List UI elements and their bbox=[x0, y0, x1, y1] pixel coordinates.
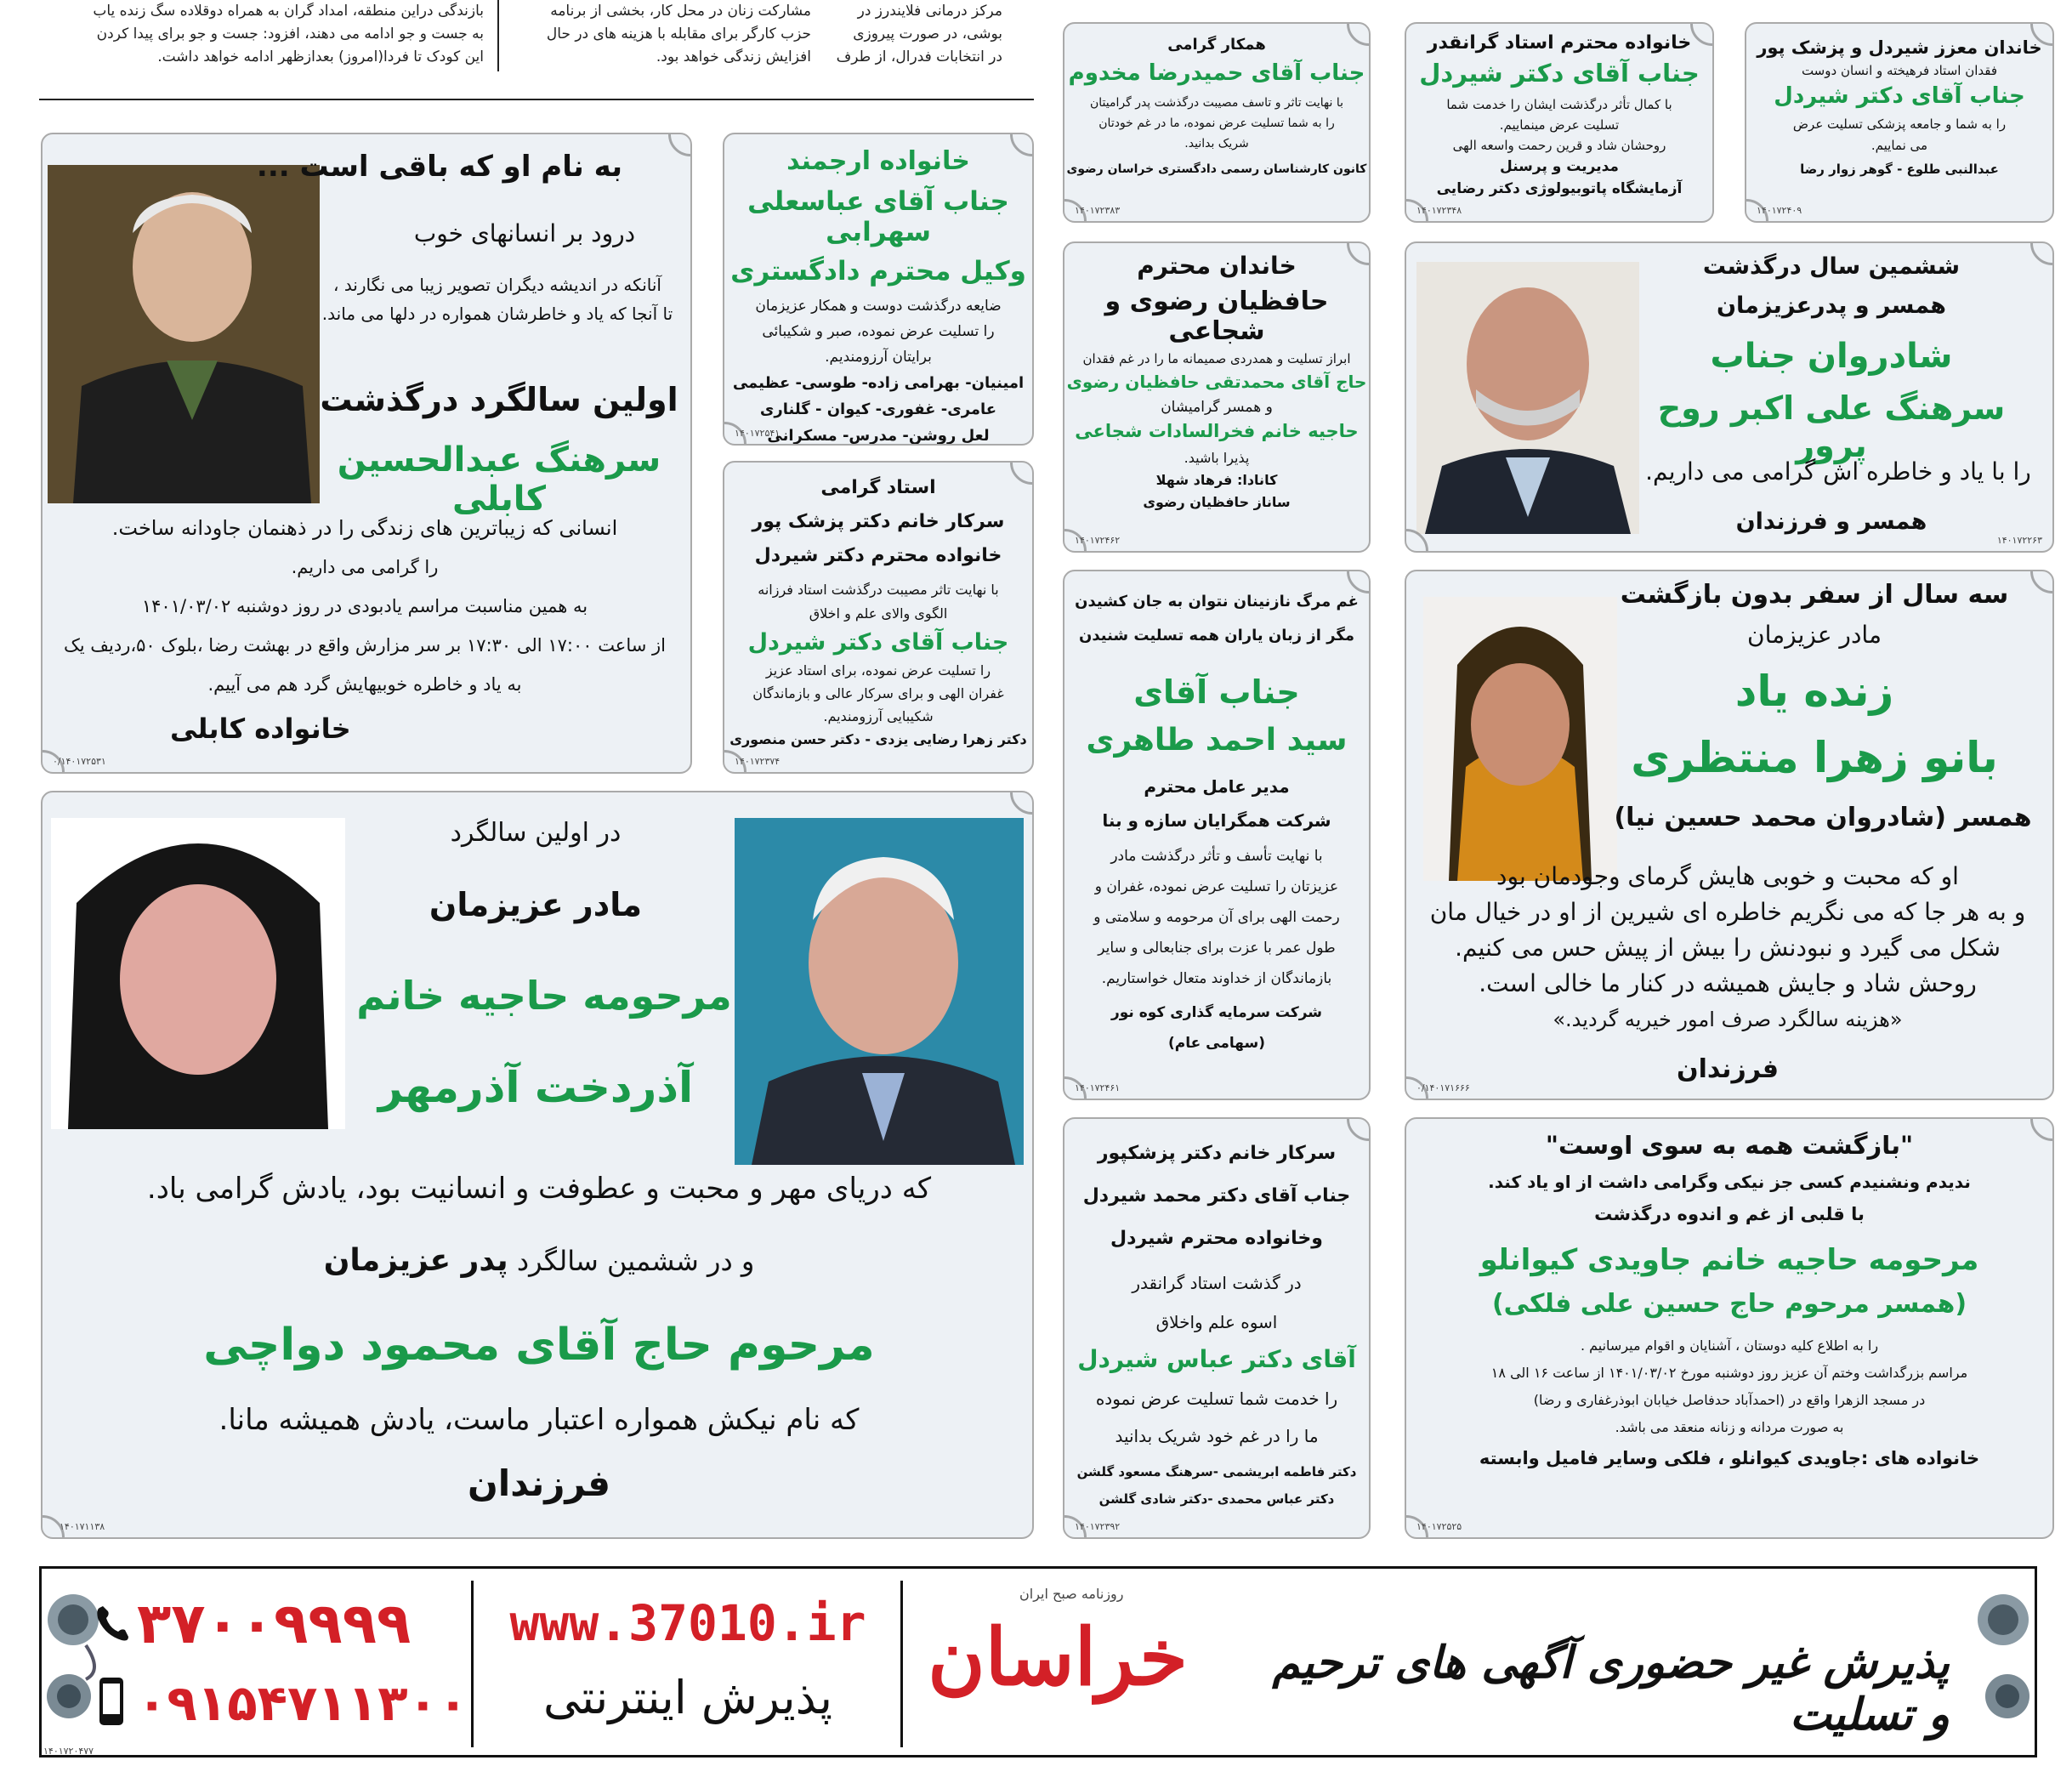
ad-role: مدیر عامل محترم شرکت همگرایان سازه و بنا bbox=[1102, 776, 1331, 831]
ad-signature: فرزندان bbox=[467, 1462, 611, 1504]
greeting: درود بر انسانهای خوب bbox=[413, 219, 636, 247]
online-submission-label: پذیرش اینترنتی bbox=[542, 1671, 833, 1724]
ad-body: با نهایت تأسف و تأثر درگذشت مادر عزیزتان را تسلیت عرض نموده، غفران و رحمت الهی برای آن مرحومه و سلامتی و طول عمر با عزت برای جنابعالی و سایر بازماندگان از خداوند متعال خواستاریم. bbox=[1093, 848, 1340, 987]
ad-line1: ندیدم ونشنیدم کسی جز نیکی وگرامی داشت از او یاد کند. bbox=[1488, 1172, 1971, 1192]
ad-title: همکار گرامی bbox=[1167, 36, 1266, 54]
phone-number: ۳۷۰۰۹۹۹۹ bbox=[137, 1591, 412, 1656]
ad-signers: کانون کارشناسان رسمی دادگستری خراسان رضوی bbox=[1066, 162, 1367, 176]
ad-title-1: سه سال از سفر بدون بازگشت bbox=[1620, 580, 2009, 610]
ad-line2: با قلبی از غم و اندوه درگذشت bbox=[1594, 1204, 1865, 1224]
ad-line1: خانواده ارجمند bbox=[786, 146, 970, 176]
ad-makhdoom bbox=[1063, 22, 1371, 223]
ad-intro: غم مرگ نازنینان نتوان به جان کشیدن مگر از زبان یاران همه تسلیت شنیدن bbox=[1075, 593, 1359, 644]
ad-signature: همسر و فرزندان bbox=[1735, 508, 1927, 535]
ad-body: را به شما و جامعه پزشکی تسلیت عرض می نماییم. bbox=[1792, 116, 2007, 153]
portrait-man-icon bbox=[1416, 262, 1639, 534]
ad-taheri bbox=[1063, 570, 1371, 1100]
rose-decoration-icon bbox=[1965, 1577, 2041, 1747]
ad-intro-2: و در ششمین سالگرد پدر عزیزمان bbox=[323, 1243, 755, 1278]
mobile-row bbox=[93, 1671, 468, 1739]
ad-code: ۱۴۰۱۷۲۵۲۵ bbox=[1416, 1521, 1462, 1532]
banner-slogan: پذیرش غیر حضوری آگهی های ترحیم و تسلیت bbox=[1272, 1637, 1950, 1740]
deceased-name-2: سرهنگ علی اکبر روح پرور bbox=[1657, 389, 2006, 464]
deceased-name-3: مرحوم حاج آقای محمود دواچی bbox=[203, 1320, 875, 1371]
deceased-relative-name: جناب آقای حمیدرضا مخدوم bbox=[1068, 60, 1365, 86]
portrait-photo bbox=[1423, 597, 1617, 881]
portrait-man-icon bbox=[735, 818, 1024, 1165]
banner-divider bbox=[471, 1581, 474, 1747]
brand-logo bbox=[917, 1586, 1198, 1747]
banner-code: ۱۴۰۱۷۲۰۴۷۷ bbox=[43, 1746, 94, 1757]
ad-signature: خانواده های :جاویدی کیوانلو ، فلکی وسایر فامیل وابسته bbox=[1479, 1448, 1980, 1468]
ad-body1: در گذشت استاد گرانقدر اسوه علم واخلاق bbox=[1132, 1273, 1302, 1332]
ad-lines: سرکار خانم دکتر پزشکپور جناب آقای دکتر محمد شیردل وخانواده محترم شیردل bbox=[1082, 1143, 1351, 1249]
brand-subtitle: روزنامه صبح ایران bbox=[1019, 1586, 1124, 1602]
ad-title-1: ششمین سال درگذشت bbox=[1702, 253, 1961, 280]
ad-body: را با یاد و خاطره اش گرامی می داریم. bbox=[1645, 457, 2031, 485]
ad-title-2: همسر و پدرعزیزمان bbox=[1716, 292, 1947, 319]
ad-body1: که دریای مهر و محبت و عطوفت و انسانیت بود، یادش گرامی باد. bbox=[146, 1172, 932, 1206]
ad-code: ۱۴۰۱۷۲۳۷۴ bbox=[735, 756, 781, 767]
ad-code: ۰/۱۴۰۱۷۱۶۶۶ bbox=[1416, 1082, 1470, 1093]
ad-line3: وکیل محترم دادگستری bbox=[730, 256, 1026, 287]
ad-shirdel-professor bbox=[1405, 22, 1714, 223]
deceased-name-2: بانو زهرا منتظری bbox=[1631, 733, 1998, 782]
ad-code: ۱۴۰۱۷۲۲۶۳ bbox=[1996, 535, 2042, 546]
portrait-woman-icon bbox=[1423, 597, 1617, 881]
phone-row bbox=[93, 1591, 458, 1659]
banner-divider bbox=[900, 1581, 903, 1747]
ad-code: ۱۴۰۱۷۱۱۳۸ bbox=[60, 1521, 105, 1532]
deceased-name-2: حاجیه خانم فخرالسادات شجاعی bbox=[1075, 421, 1359, 441]
ad-code: ۱۴۰۱۷۲۴۰۹ bbox=[1757, 205, 1802, 216]
ad-title: اولین سالگرد درگذشت bbox=[320, 381, 678, 418]
ad-shirdel-family bbox=[1745, 22, 2054, 223]
portrait-photo-father bbox=[735, 818, 1024, 1165]
deceased-name: جناب آقای دکتر شیردل bbox=[747, 629, 1009, 656]
ad-spouse: همسر (شادروان محمد حسین نیا) bbox=[1614, 803, 2032, 832]
ad-signers: امینیان- بهرامی زاده- طوسی- عظیمی عامری- غفوری- کیوان - گلناری لعل روشن- مدرس- مسکرانی bbox=[732, 374, 1025, 445]
portrait-woman-icon bbox=[51, 818, 345, 1129]
ad-arjomand bbox=[723, 133, 1034, 446]
mobile-phone-icon bbox=[98, 1676, 125, 1727]
portrait-photo-mother bbox=[51, 818, 345, 1129]
ad-signature: فرزندان bbox=[1676, 1054, 1780, 1084]
ad-body2: پذیرا باشید. bbox=[1184, 450, 1250, 466]
ad-signature: خانواده کابلی bbox=[170, 713, 351, 745]
ad-hafezian bbox=[1063, 241, 1371, 553]
top-article-col-left: بازندگی دراین منطقه، امداد گران به همراه دوقلاده سگ زنده یاب به جست و جو ادامه می دهند، افزود: جست و جو برای پیدا کردن این کودک تا فردا(امروز) بعدازظهر ادامه خواهد داشت. bbox=[93, 3, 484, 65]
ad-rooh-parvar bbox=[1405, 241, 2054, 553]
ad-body: با نهایت تاثر و تاسف مصیبت درگذشت پدر گرامیتان را به شما تسلیت عرض نموده، ما در غم خودتان شریک بدانید. bbox=[1089, 96, 1344, 150]
ad-body: او که محبت و خوبی هایش گرمای وجودمان بود و به هر جا که می نگریم خاطره ای شیرین از او در خیال مان شکل می گیرد و نبودنش را بیش از پیش حس می کنیم. روحش شاد و جایش همیشه در کنار ما خالی است. «هزینه سالگرد صرف امور خیریه گردید.» bbox=[1429, 862, 2026, 1031]
ad-signers: شرکت سرمایه گذاری کوه نور (سهامی عام) bbox=[1110, 1004, 1323, 1052]
portrait-photo bbox=[1416, 262, 1639, 534]
ad-azarmehr-davachi bbox=[41, 791, 1034, 1539]
ad-body1: ابراز تسلیت و همدردی صمیمانه ما را در غم فقدان bbox=[1082, 351, 1351, 366]
top-article-col-mid: مشارکت زنان در محل کار، بخشی از برنامه حزب کارگر برای مقابله با هزینه های در حال افزایش زندگی خواهد بود. bbox=[546, 3, 811, 65]
deceased-name: جناب آقای دکتر شیردل bbox=[1419, 59, 1700, 88]
ad-quote-title: "بازگشت همه به سوی اوست" bbox=[1545, 1131, 1914, 1160]
deceased-relative-name-2: سید احمد طاهری bbox=[1086, 723, 1348, 758]
ad-code: ۱۴۰۱۷۲۳۹۲ bbox=[1075, 1521, 1121, 1532]
ad-code: ۰/۱۴۰۱۷۲۵۳۱ bbox=[53, 756, 106, 767]
deceased-name: آقای دکتر عباس شیردل bbox=[1077, 1345, 1356, 1373]
ad-body2: را خدمت شما تسلیت عرض نموده ما را در غم خود شریک بدانید bbox=[1095, 1388, 1338, 1446]
website-url: www.37010.ir bbox=[509, 1594, 866, 1652]
portrait-man-icon bbox=[48, 165, 320, 503]
ad-signers: کانادا: فرهاد شهلا ساناز حافظیان رضوی bbox=[1143, 472, 1291, 510]
ad-signers: دکتر زهرا رضایی یزدی - دکتر حسن منصوری bbox=[729, 731, 1027, 747]
ad-body: را به اطلاع کلیه دوستان ، آشنایان و اقوام میرسانیم . مراسم بزرگداشت وختم آن عزیز روز دوشنبه مورخ ۱۴۰۱/۰۳/۰۲ از ساعت ۱۶ الی ۱۸ در مسجد الزهرا واقع در (احمدآباد حدفاصل خیابان ابوذرغفاری و رضا) به صورت مردانه و زنانه منعقد می باشد. bbox=[1490, 1337, 1968, 1435]
deceased-name-1: زنده یاد bbox=[1734, 667, 1894, 716]
ad-ostad bbox=[723, 461, 1034, 774]
deceased-name: مرحومه حاجیه خانم جاویدی کیوانلو bbox=[1479, 1243, 1979, 1277]
mobile-number: ۰۹۱۵۴۷۱۱۳۰۰ bbox=[137, 1674, 468, 1732]
top-rule bbox=[39, 99, 1034, 100]
ad-signers: مدیریت و پرسنل آزمایشگاه پاتوبیولوژی دکتر رضایی bbox=[1436, 158, 1683, 197]
deceased-name-1: شادروان جناب bbox=[1710, 337, 1953, 376]
ad-line2: جناب آقای عباسعلی سهرابی bbox=[747, 186, 1009, 247]
khorasan-ad-banner bbox=[39, 1566, 2037, 1757]
column-divider bbox=[497, 0, 499, 71]
ad-spouse: (همسر مرحوم حاج حسین علی فلکی) bbox=[1491, 1289, 1967, 1319]
ad-code: ۱۴۰۱۷۲۴۶۲ bbox=[1075, 535, 1121, 546]
ad-code: ۱۴۰۱۷۲۳۸۳ bbox=[1075, 205, 1121, 216]
ad-body: ضایعه درگذشت دوست و همکار عزیزمان را تسلیت عرض نموده، صبر و شکیبائی برایتان آرزومندیم. bbox=[755, 298, 1002, 366]
ad-title-2: مادر عزیزمان bbox=[1747, 621, 1882, 649]
deceased-name: جناب آقای دکتر شیردل bbox=[1774, 83, 2025, 109]
ad-title: خانواده محترم استاد گرانقدر bbox=[1427, 32, 1692, 54]
brand-name: خراسان bbox=[928, 1611, 1188, 1703]
top-article-col-right: مرکز درمانی فلایندرز در بوشی، در صورت پیروزی در انتخابات فدرال، از طرف bbox=[836, 3, 1002, 65]
deceased-name-1: مرحومه حاجیه خانم bbox=[356, 973, 732, 1019]
ad-title: خاندان محترم bbox=[1137, 252, 1297, 280]
deceased-relative-name-1: جناب آقای bbox=[1133, 673, 1300, 711]
phone-icon bbox=[93, 1603, 132, 1645]
ad-signers: دکتر فاطمه ابریشمی -سرهنگ مسعود گلشن دکتر عباس محمدی -دکتر شادی گلشن bbox=[1076, 1464, 1357, 1507]
ad-title: خاندان معزز شیردل و پزشک پور bbox=[1757, 37, 2042, 58]
portrait-photo bbox=[48, 165, 320, 503]
ad-and: و همسر گرامیشان bbox=[1161, 399, 1273, 416]
ad-header: به نام او که باقی است ... bbox=[256, 150, 622, 184]
deceased-name-1: حاج آقای محمدتقی حافظیان رضوی bbox=[1066, 372, 1367, 392]
quote: آنانکه در اندیشه دیگران تصویر زیبا می نگارند ، تا آنجا که یاد و خاطرشان همواره در دلها می ماند. bbox=[321, 275, 673, 324]
ad-pezeshkpour bbox=[1063, 1117, 1371, 1539]
ad-code: ۱۴۰۱۷۲۴۶۱ bbox=[1075, 1082, 1121, 1093]
deceased-name: سرهنگ عبدالحسین کابلی bbox=[337, 440, 661, 519]
ad-code: ۱۴۰۱۷۲۵۴۱ bbox=[735, 428, 781, 439]
ad-subtitle: فقدان استاد فرهیخته و انسان دوست bbox=[1801, 63, 1998, 78]
ad-keyvanloo bbox=[1405, 1117, 2054, 1539]
ad-body: انسانی که زیباترین های زندگی را در ذهنمان جاودانه ساخت. را گرامی می داریم. به همین مناسبت مراسم یادبودی در روز دوشنبه ۱۴۰۱/۰۳/۰۲ از ساعت ۱۷:۰۰ الی ۱۷:۳۰ بر سر مزارش واقع در بهشت رضا ،بلوک ۵۰،ردیف یک به یاد و خاطره خوبیهایش گرد هم می آییم. bbox=[63, 516, 666, 695]
ad-montazeri bbox=[1405, 570, 2054, 1100]
ad-code: ۱۴۰۱۷۲۳۴۸ bbox=[1416, 205, 1462, 216]
ad-body2: را تسلیت عرض نموده، برای استاد عزیز غفران الهی و برای سرکار عالی و بازماندگان شکیبایی آرزومندیم. bbox=[752, 662, 1004, 724]
ad-body1: با نهایت تاثر مصیبت درگذشت استاد فرزانه الگوی والای علم و اخلاق bbox=[758, 582, 999, 622]
deceased-name-2: آذردخت آذرمهر bbox=[378, 1063, 694, 1112]
ad-signers: عبدالنبی طلوع - گوهر زوار رضا bbox=[1800, 162, 1999, 177]
ad-lines: استاد گرامی سرکار خانم دکتر پزشک پور خانواده محترم دکتر شیردل bbox=[752, 477, 1005, 566]
ad-title: مادر عزیزمان bbox=[429, 886, 643, 923]
ad-body2: که نام نیکش همواره اعتبار ماست، یادش همیشه مانا. bbox=[219, 1403, 860, 1437]
ad-families: حافظیان رضوی و شجاعی bbox=[1104, 287, 1329, 346]
ad-kabuli bbox=[41, 133, 692, 774]
ad-intro: در اولین سالگرد bbox=[450, 818, 622, 848]
ad-body: با کمال تأثر درگذشت ایشان را خدمت شما تسلیت عرض مینماییم. روحشان شاد و قرین رحمت واسعه الهی bbox=[1446, 97, 1672, 153]
